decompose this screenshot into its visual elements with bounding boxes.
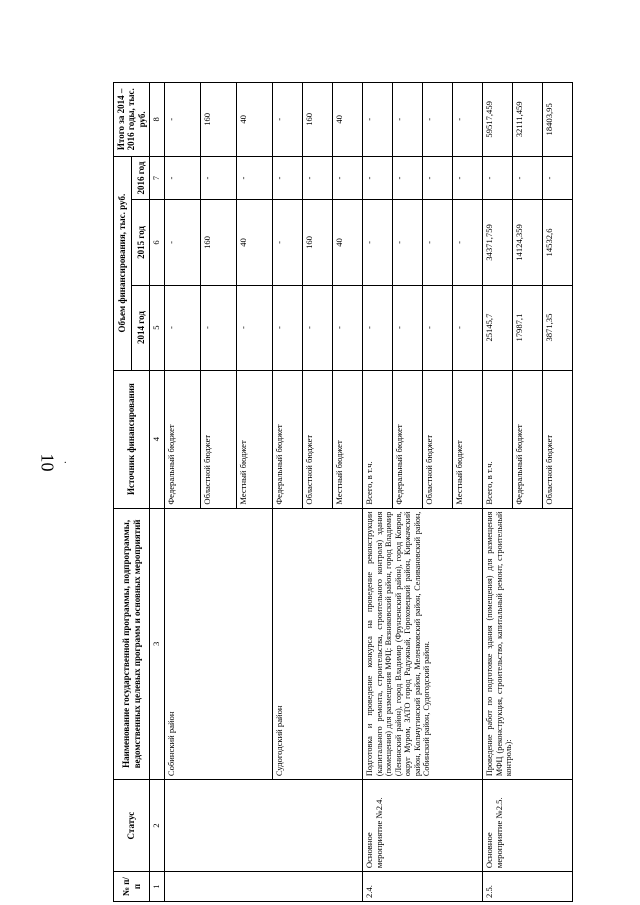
- page-number: 10: [37, 453, 58, 472]
- cell-2016: -: [513, 156, 543, 200]
- cell-source: Местный бюджет: [453, 370, 483, 508]
- cell-2015: -: [165, 200, 201, 285]
- cell-2014: -: [333, 285, 363, 370]
- table-row: [363, 83, 393, 902]
- cell-source: Федеральный бюджет: [393, 370, 423, 508]
- numbers-row: [150, 83, 165, 902]
- cell-source: Областной бюджет: [303, 370, 333, 508]
- cell-total: -: [363, 83, 393, 157]
- header-row-1: [114, 83, 132, 902]
- cell-total: 40: [333, 83, 363, 157]
- col-number: 1: [150, 872, 165, 902]
- header-total: Итого за 2014 – 2016 годы, тыс. руб.: [114, 83, 150, 157]
- cell-total: 160: [303, 83, 333, 157]
- header-status: Статус: [114, 780, 150, 872]
- cell-2015: -: [453, 200, 483, 285]
- col-number: 3: [150, 508, 165, 779]
- measure-name: Проведение работ по подготовке здания (помещения) для размещения МФЦ (реконструкция, строительство, капитальный ремонт, строительный контроль):: [483, 508, 573, 779]
- cell-source: Всего, в т.ч.: [483, 370, 513, 508]
- cell-source: Областной бюджет: [543, 370, 573, 508]
- cell-2016: -: [483, 156, 513, 200]
- cell-source: Областной бюджет: [423, 370, 453, 508]
- cell-2014: -: [273, 285, 303, 370]
- cell-status: Основное мероприятие №2.5.: [483, 780, 573, 872]
- cell-2015: 40: [333, 200, 363, 285]
- header-name: Наименование государственной программы, подпрограммы, ведомственных целевых программ и основных мероприятий: [114, 508, 150, 779]
- cell-2015: -: [363, 200, 393, 285]
- district-name: Судогодский район: [273, 508, 363, 779]
- cell-no: 2.5.: [483, 872, 573, 902]
- header-2014: 2014 год: [132, 285, 150, 370]
- header-2015: 2015 год: [132, 200, 150, 285]
- col-number: 6: [150, 200, 165, 285]
- cell-2014: -: [303, 285, 333, 370]
- table-row: [483, 83, 513, 902]
- cell-total: 160: [201, 83, 237, 157]
- cell-no: [165, 872, 363, 902]
- cell-total: 59517,459: [483, 83, 513, 157]
- cell-2014: 3871,35: [543, 285, 573, 370]
- cell-total: 18403,95: [543, 83, 573, 157]
- budget-table-rotated: [113, 82, 573, 902]
- col-number: 8: [150, 83, 165, 157]
- cell-2015: 14124,359: [513, 200, 543, 285]
- cell-2014: -: [165, 285, 201, 370]
- cell-2015: 160: [201, 200, 237, 285]
- cell-total: -: [273, 83, 303, 157]
- col-number: 2: [150, 780, 165, 872]
- cell-source: Областной бюджет: [201, 370, 237, 508]
- cell-2016: -: [237, 156, 273, 200]
- cell-2016: -: [303, 156, 333, 200]
- cell-total: -: [423, 83, 453, 157]
- cell-source: Федеральный бюджет: [165, 370, 201, 508]
- header-funding: Объем финансирования, тыс. руб.: [114, 156, 132, 370]
- cell-status: [165, 780, 363, 872]
- cell-2015: -: [393, 200, 423, 285]
- cell-source: Всего, в т.ч.: [363, 370, 393, 508]
- cell-total: 40: [237, 83, 273, 157]
- cell-2016: -: [453, 156, 483, 200]
- cell-2015: 34371,759: [483, 200, 513, 285]
- budget-table: [113, 82, 573, 902]
- cell-2016: -: [165, 156, 201, 200]
- district-name: Собинский район: [165, 508, 273, 779]
- cell-source: Местный бюджет: [237, 370, 273, 508]
- cell-2014: 25145,7: [483, 285, 513, 370]
- cell-2015: 160: [303, 200, 333, 285]
- cell-2014: 17987,1: [513, 285, 543, 370]
- col-number: 7: [150, 156, 165, 200]
- page-dot: .: [64, 455, 67, 466]
- header-source: Источник финансирования: [114, 370, 150, 508]
- measure-name: Подготовка и проведение конкурса на проведение реконструкции (капитального ремонта, строительства, строительного контроля) здания (помещения) для размещения МФЦ: Вязниковский район, город Владимир (Ленинский район), город Владимир (Фрунзенский район), город Ковров, округ Муром, ЗАТО город Радужный, Гороховецкий район, Киржачский район, Кольчугинский район, Меленковский район, Селивановский район, Собинский район, Судогодский район.: [363, 508, 483, 779]
- cell-2016: -: [543, 156, 573, 200]
- cell-2016: -: [393, 156, 423, 200]
- cell-status: Основное мероприятие №2.4.: [363, 780, 483, 872]
- cell-2016: -: [201, 156, 237, 200]
- header-no: № п/п: [114, 872, 150, 902]
- cell-2014: -: [453, 285, 483, 370]
- cell-2016: -: [423, 156, 453, 200]
- cell-2014: -: [237, 285, 273, 370]
- table-row: [165, 83, 201, 902]
- cell-source: Федеральный бюджет: [513, 370, 543, 508]
- cell-2015: -: [423, 200, 453, 285]
- header-2016: 2016 год: [132, 156, 150, 200]
- cell-no: 2.4.: [363, 872, 483, 902]
- cell-2014: -: [201, 285, 237, 370]
- cell-2014: -: [393, 285, 423, 370]
- cell-source: Федеральный бюджет: [273, 370, 303, 508]
- col-number: 4: [150, 370, 165, 508]
- cell-2015: 14532,6: [543, 200, 573, 285]
- cell-2014: -: [363, 285, 393, 370]
- table-row: [273, 83, 303, 902]
- cell-2014: -: [423, 285, 453, 370]
- cell-2016: -: [273, 156, 303, 200]
- cell-total: -: [165, 83, 201, 157]
- cell-total: 32111,459: [513, 83, 543, 157]
- cell-total: -: [453, 83, 483, 157]
- cell-2016: -: [333, 156, 363, 200]
- cell-2015: -: [273, 200, 303, 285]
- cell-source: Местный бюджет: [333, 370, 363, 508]
- cell-2016: -: [363, 156, 393, 200]
- cell-total: -: [393, 83, 423, 157]
- col-number: 5: [150, 285, 165, 370]
- cell-2015: 40: [237, 200, 273, 285]
